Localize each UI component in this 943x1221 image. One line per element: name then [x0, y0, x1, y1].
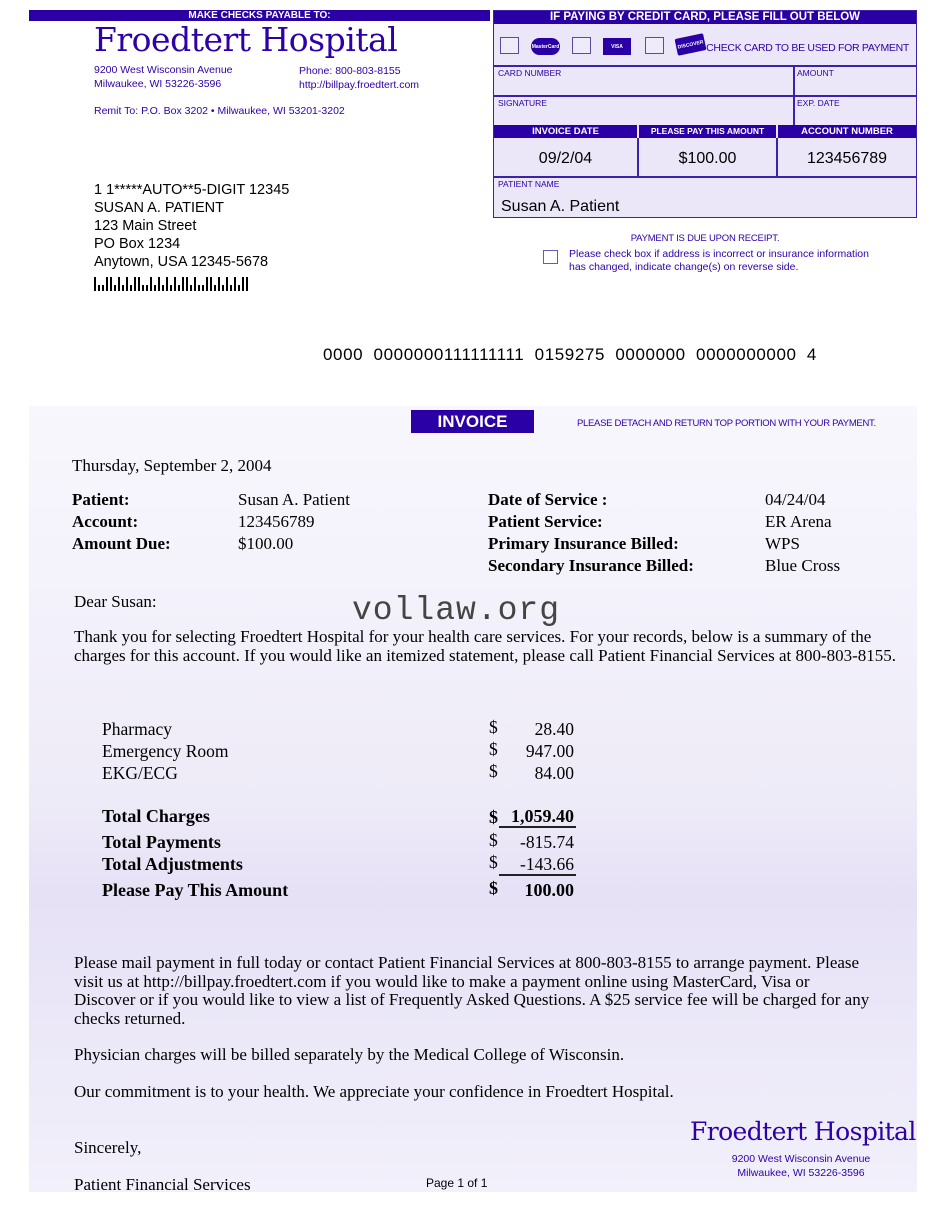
total-charges-amount: 1,059.40	[511, 806, 574, 826]
hospital-website[interactable]: http://billpay.froedtert.com	[299, 79, 420, 91]
greeting: Dear Susan:	[74, 592, 157, 611]
mailing-address	[94, 181, 289, 271]
amount-due-label: Amount Due:	[72, 534, 171, 553]
footer-address	[690, 1152, 912, 1180]
hospital-phone: Phone: 800-803-8155	[299, 65, 401, 77]
payment-due-notice: PAYMENT IS DUE UPON RECEIPT.	[630, 233, 780, 244]
left-field-labels	[72, 489, 171, 555]
address-line2: Milwaukee, WI 53226-3596	[94, 78, 222, 90]
pay-amount-value: $100.00	[678, 150, 737, 167]
charge-ekg-amount: 84.00	[534, 763, 574, 783]
divider	[494, 65, 916, 67]
currency-symbol: $	[489, 830, 498, 850]
amount-input[interactable]	[796, 79, 914, 93]
secondary-insurance-value: Blue Cross	[765, 556, 841, 575]
signature-input[interactable]	[496, 109, 791, 123]
intro-paragraph: Thank you for selecting Froedtert Hospital for your health care services. For your records, below is a summary of the charges for this account. If you would like an itemized statement, please call Patient Financial Services at 800-803-8155.	[74, 627, 897, 665]
divider	[494, 176, 916, 178]
discover-logo-icon: DISCOVER	[675, 33, 707, 56]
address-change-checkbox[interactable]	[543, 250, 558, 264]
underline	[499, 826, 576, 828]
patient-name-label: PATIENT NAME	[498, 179, 560, 189]
hospital-logo: Froedtert Hospital	[94, 20, 398, 59]
checks-payable-bar: MAKE CHECKS PAYABLE TO:	[29, 10, 490, 21]
account-number-header: ACCOUNT NUMBER	[778, 125, 916, 138]
card-number-input[interactable]	[496, 79, 791, 93]
invoice-date: Thursday, September 2, 2004	[72, 456, 272, 475]
patient-service-label: Patient Service:	[488, 512, 603, 531]
mail-line: SUSAN A. PATIENT	[94, 200, 224, 216]
visa-checkbox[interactable]	[572, 37, 591, 54]
address-change-text	[569, 248, 869, 273]
amount-due-value: $100.00	[238, 534, 294, 553]
secondary-insurance-label: Secondary Insurance Billed:	[488, 556, 694, 575]
primary-insurance-label: Primary Insurance Billed:	[488, 534, 679, 553]
mail-line: PO Box 1234	[94, 236, 181, 252]
pay-this-amount-value: 100.00	[524, 880, 574, 900]
pay-amount-header: PLEASE PAY THIS AMOUNT	[639, 125, 776, 138]
exp-date-input[interactable]	[796, 109, 914, 123]
total-adjustments-label: Total Adjustments	[102, 854, 243, 874]
charge-er-amount: 947.00	[525, 741, 574, 761]
address-change-line2: has changed, indicate change(s) on reverse side.	[569, 260, 799, 273]
currency-symbol: $	[489, 739, 498, 759]
footer-address-line1: 9200 West Wisconsin Avenue	[731, 1153, 871, 1165]
charge-labels	[102, 718, 229, 784]
ocr-scan-line: 0000 0000000111111111 0159275 0000000 0000000000 4	[323, 345, 817, 364]
detach-note: PLEASE DETACH AND RETURN TOP PORTION WITH YOUR PAYMENT.	[577, 418, 876, 429]
payment-instructions: Please mail payment in full today or contact Patient Financial Services at 800-803-8155 to arrange payment. Please visit us at http://billpay.froedtert.com if you would like to make a payment online using MasterCard, Visa or Discover or if you would like to view a list of Frequently Asked Questions. A $25 service fee will be charged for any checks returned.	[74, 953, 870, 1028]
remit-to-address: Remit To: P.O. Box 3202 • Milwaukee, WI 53201-3202	[94, 105, 345, 117]
account-value: 123456789	[238, 512, 315, 531]
mail-line: Anytown, USA 12345-5678	[94, 254, 269, 270]
hospital-address	[94, 63, 233, 91]
invoice-date-header: INVOICE DATE	[494, 125, 637, 138]
currency-symbol: $	[489, 878, 498, 898]
patient-name-value: Susan A. Patient	[501, 198, 620, 215]
patient-service-value: ER Arena	[765, 512, 832, 531]
charge-pharmacy-label: Pharmacy	[102, 719, 172, 739]
signature-label: SIGNATURE	[498, 98, 547, 108]
mail-line: 1 1*****AUTO**5-DIGIT 12345	[94, 182, 290, 198]
watermark: vollaw.org	[352, 592, 561, 629]
mastercard-logo-icon: MasterCard	[531, 38, 560, 55]
right-field-values	[765, 489, 840, 577]
patient-value: Susan A. Patient	[238, 490, 350, 509]
currency-symbol: $	[489, 717, 498, 737]
invoice-date-value: 09/2/04	[538, 150, 593, 167]
postal-barcode	[94, 277, 248, 291]
exp-date-label: EXP. DATE	[797, 98, 840, 108]
discover-checkbox[interactable]	[645, 37, 664, 54]
amount-label: AMOUNT	[797, 68, 834, 78]
physician-charges-note: Physician charges will be billed separately by the Medical College of Wisconsin.	[74, 1045, 625, 1064]
credit-card-form-title: IF PAYING BY CREDIT CARD, PLEASE FILL OUT BELOW	[494, 11, 916, 24]
total-charges-label: Total Charges	[102, 806, 210, 826]
mastercard-checkbox[interactable]	[500, 37, 519, 54]
charge-ekg-label: EKG/ECG	[102, 763, 178, 783]
charge-amounts	[494, 718, 574, 784]
closing: Sincerely,	[74, 1138, 142, 1157]
date-of-service-value: 04/24/04	[765, 490, 826, 509]
signature: Patient Financial Services	[74, 1175, 251, 1194]
left-field-values	[238, 489, 350, 555]
underline	[499, 874, 576, 876]
card-number-label: CARD NUMBER	[498, 68, 562, 78]
address-change-line1: Please check box if address is incorrect or insurance information	[569, 248, 869, 260]
invoice-badge: INVOICE	[411, 410, 534, 433]
pay-this-amount-label: Please Pay This Amount	[102, 880, 289, 900]
hospital-contact	[299, 64, 419, 92]
total-adjustments-amount: -143.66	[520, 854, 574, 874]
check-card-label: CHECK CARD TO BE USED FOR PAYMENT	[706, 42, 909, 54]
account-number-value: 123456789	[806, 150, 888, 167]
currency-symbol: $	[489, 807, 498, 827]
date-of-service-label: Date of Service :	[488, 490, 608, 509]
primary-insurance-value: WPS	[765, 534, 800, 553]
account-label: Account:	[72, 512, 139, 531]
charge-er-label: Emergency Room	[102, 741, 229, 761]
visa-logo-icon: VISA	[603, 38, 631, 55]
address-line1: 9200 West Wisconsin Avenue	[94, 64, 233, 76]
total-payments-label: Total Payments	[102, 832, 221, 852]
divider	[494, 95, 916, 97]
total-payments-amount: -815.74	[520, 832, 574, 852]
page-number: Page 1 of 1	[426, 1176, 488, 1190]
currency-symbol: $	[489, 852, 498, 872]
patient-label: Patient:	[72, 490, 130, 509]
charge-pharmacy-amount: 28.40	[534, 719, 574, 739]
commitment-note: Our commitment is to your health. We appreciate your confidence in Froedtert Hospital.	[74, 1082, 674, 1101]
currency-symbol: $	[489, 761, 498, 781]
mail-line: 123 Main Street	[94, 218, 197, 234]
credit-card-form	[493, 10, 917, 218]
footer-hospital-logo: Froedtert Hospital	[690, 1117, 916, 1146]
footer-address-line2: Milwaukee, WI 53226-3596	[737, 1167, 865, 1179]
right-field-labels	[488, 489, 694, 577]
